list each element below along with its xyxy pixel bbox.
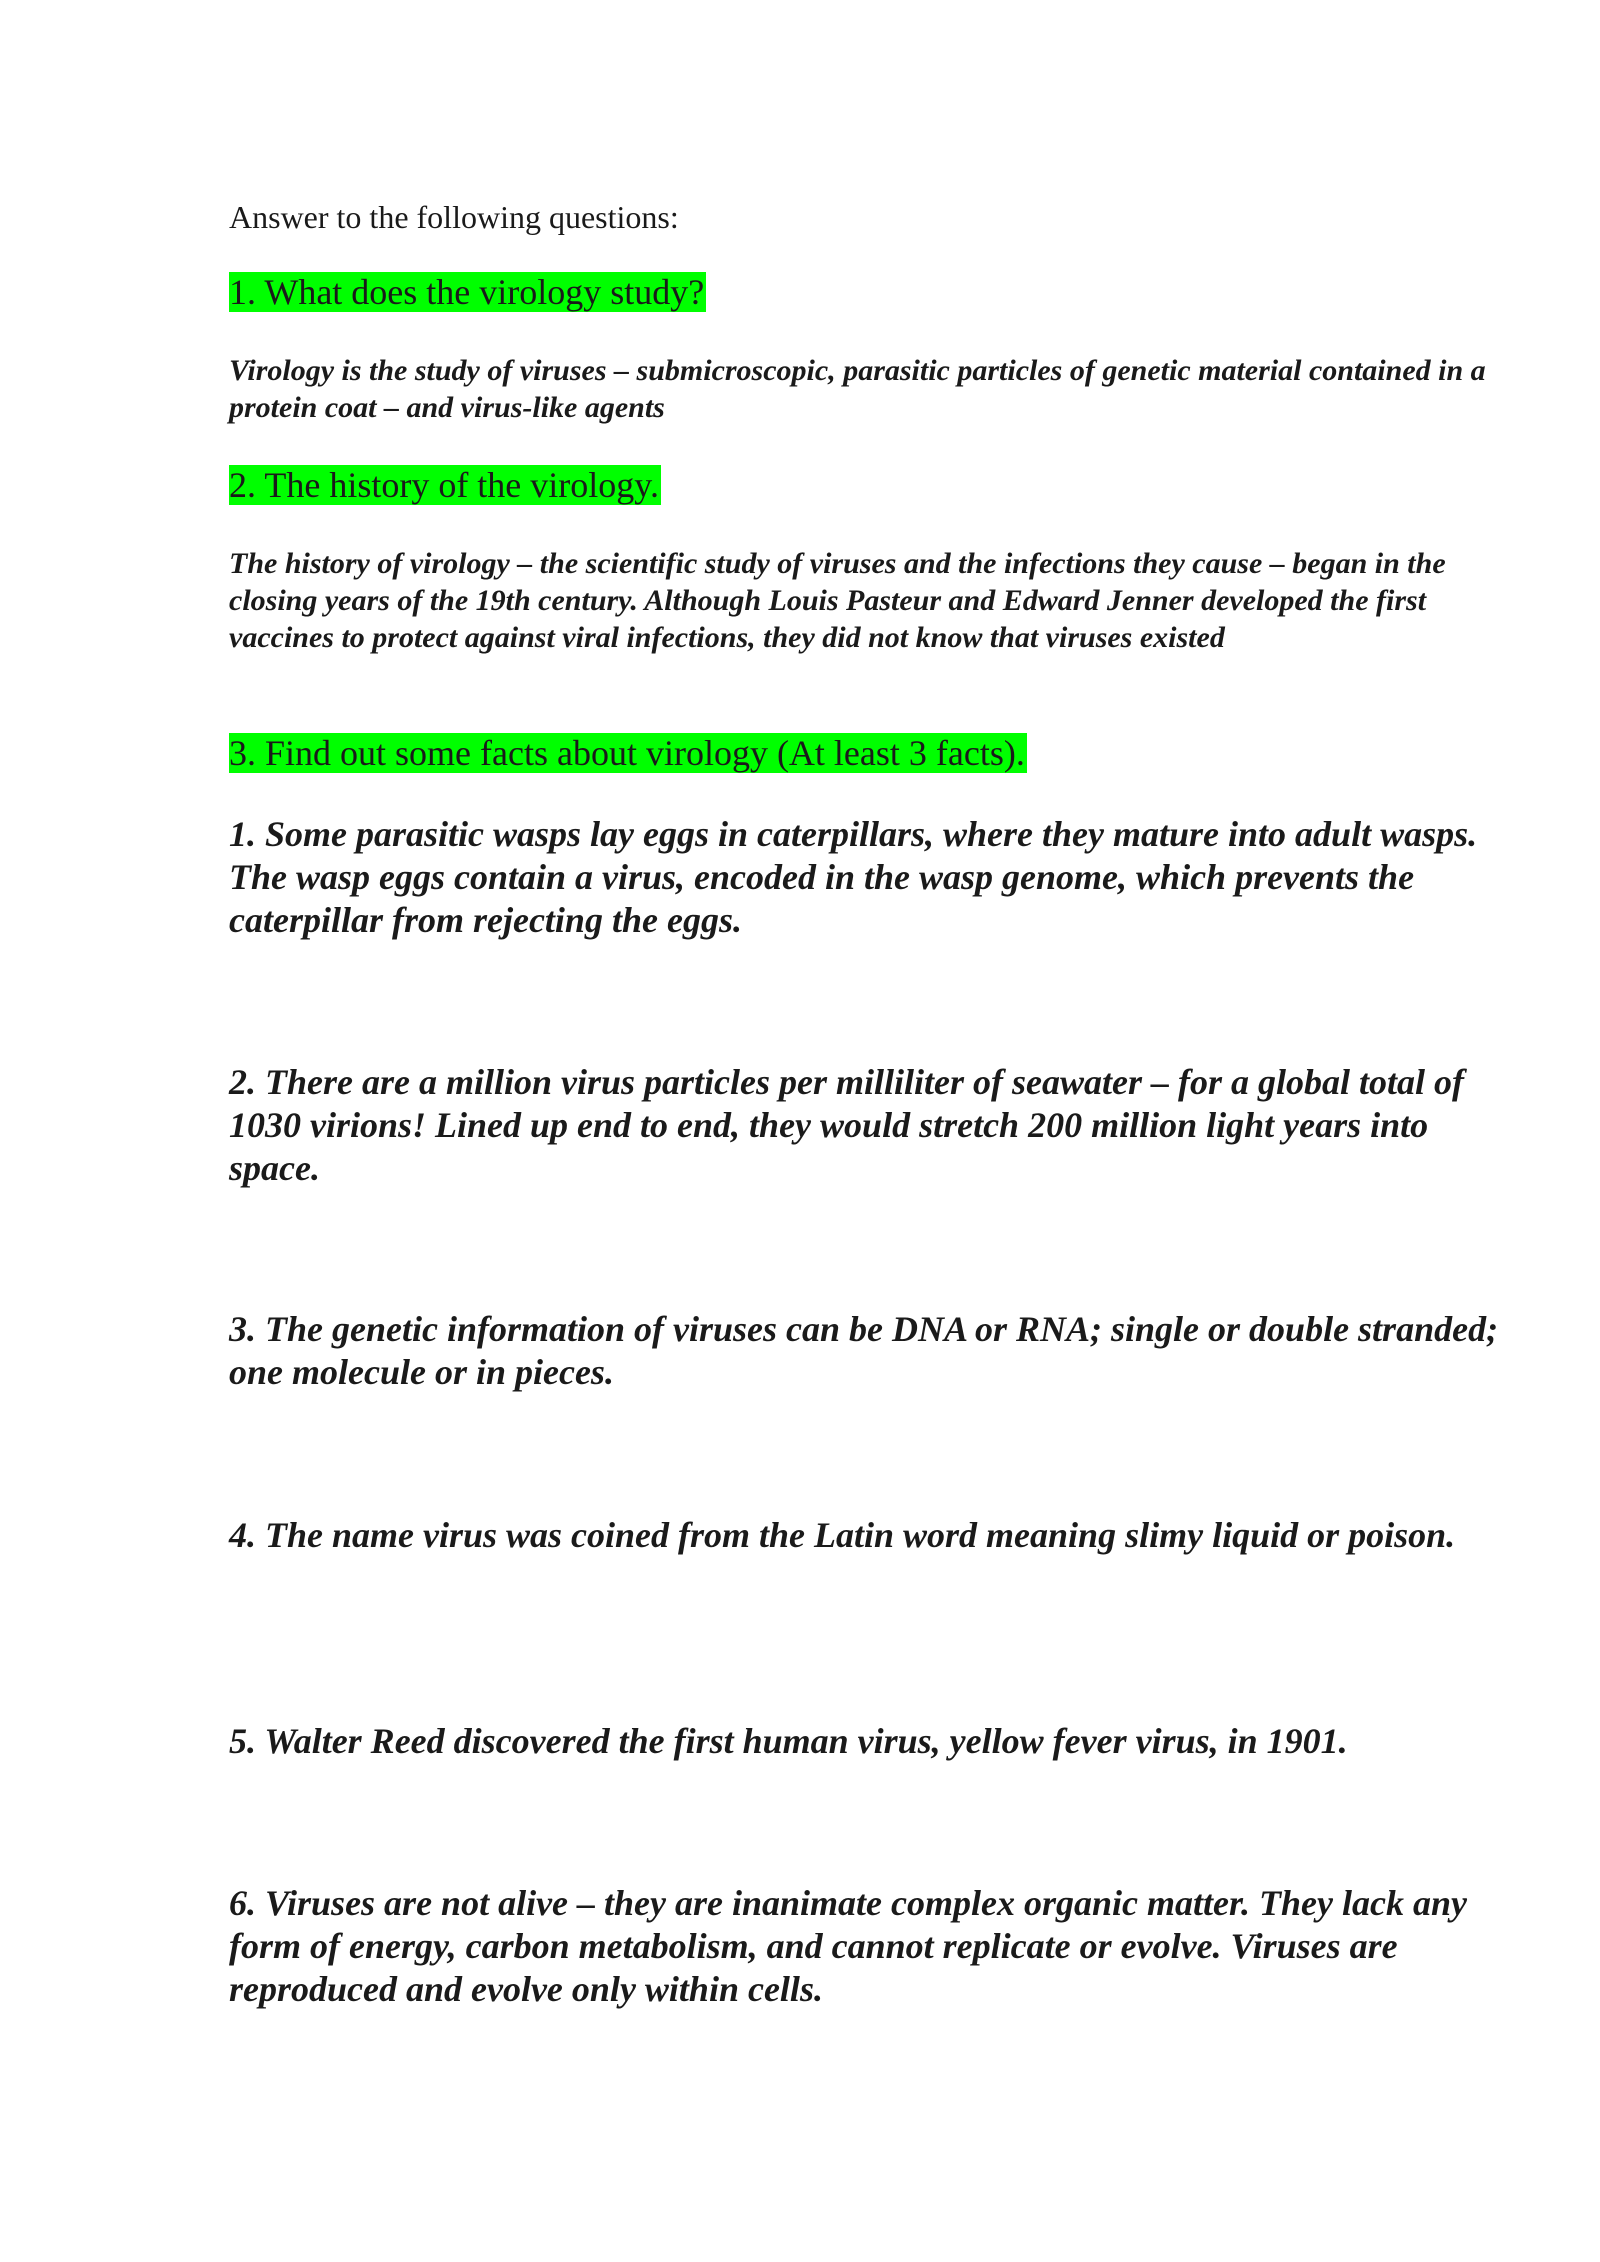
question-2-highlight: 2. The history of the virology.	[229, 465, 659, 505]
fact-1: 1. Some parasitic wasps lay eggs in caterpillars, where they mature into adult wasps. The wasp eggs contain a virus, encoded in the wasp genome, which prevents the caterpillar from rejecting the eggs.	[229, 814, 1478, 940]
question-1-heading	[229, 272, 706, 312]
fact-6: 6. Viruses are not alive – they are inanimate complex organic matter. They lack any form of energy, carbon metabolism, and cannot replicate or evolve. Viruses are reproduced and evolve only within cells.	[229, 1883, 1467, 2009]
answer-2: The history of virology – the scientific study of viruses and the infections they cause – began in the closing years of the 19th century. Although Louis Pasteur and Edward Jenner developed the first vaccines to protect against viral infections, they did not know that viruses existed	[229, 547, 1446, 654]
fact-4: 4. The name virus was coined from the Latin word meaning slimy liquid or poison.	[229, 1515, 1456, 1555]
intro-text: Answer to the following questions:	[229, 199, 679, 235]
question-2-heading	[229, 465, 661, 505]
question-1-highlight: 1. What does the virology study?	[229, 272, 705, 312]
fact-2: 2. There are a million virus particles per milliliter of seawater – for a global total of 1030 virions! Lined up end to end, they would stretch 200 million light years into space.	[229, 1062, 1464, 1188]
answer-1: Virology is the study of viruses – submicroscopic, parasitic particles of genetic material contained in a protein coat – and virus-like agents	[229, 354, 1486, 424]
fact-5: 5. Walter Reed discovered the first human virus, yellow fever virus, in 1901.	[229, 1721, 1348, 1761]
fact-3: 3. The genetic information of viruses can be DNA or RNA; single or double stranded; one molecule or in pieces.	[229, 1309, 1499, 1392]
question-3-heading	[229, 733, 1027, 773]
question-3-highlight: 3. Find out some facts about virology (At least 3 facts).	[229, 733, 1025, 773]
